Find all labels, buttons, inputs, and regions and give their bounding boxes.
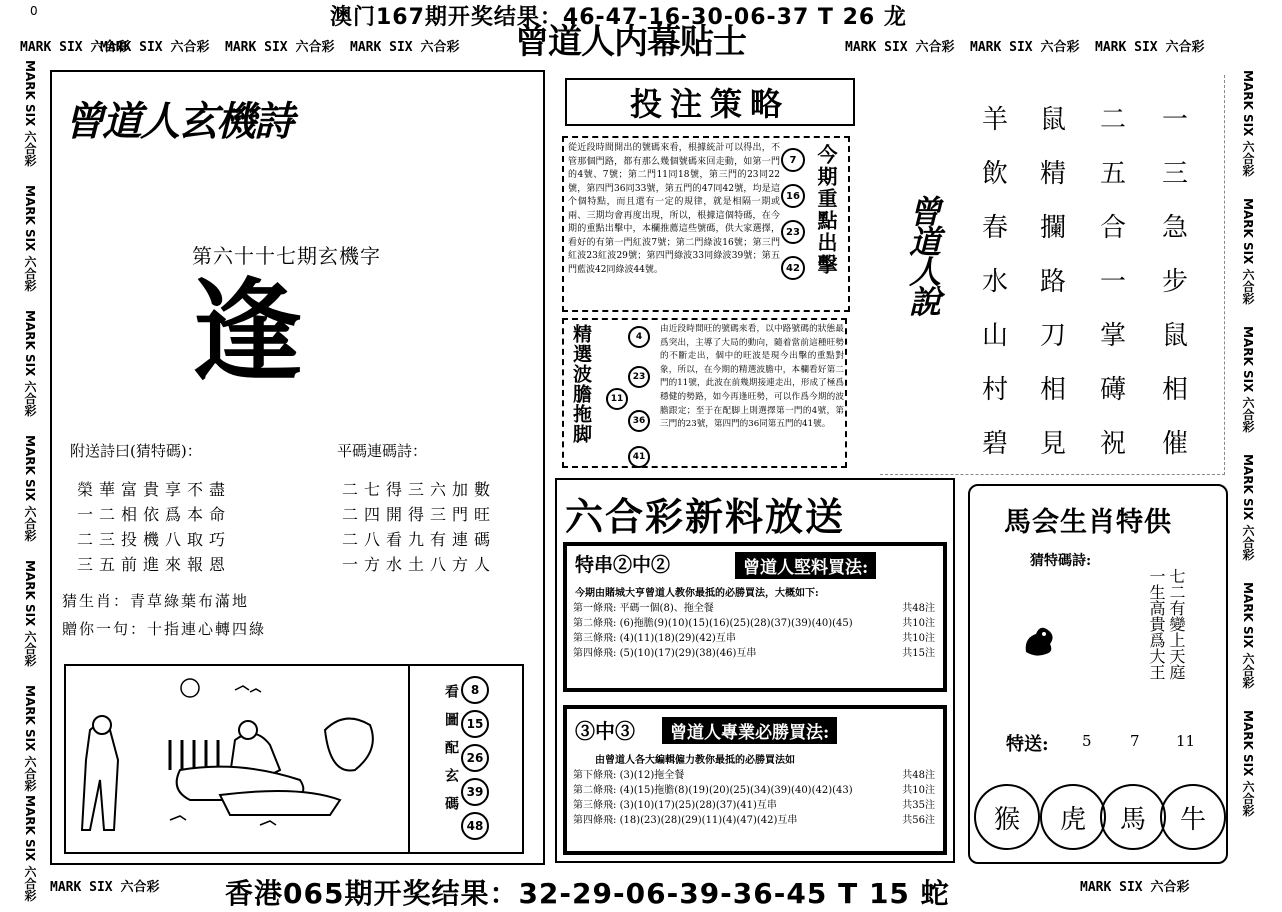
bet-row-value: (18)(23)(28)(29)(11)(4)(47)(42)互串	[619, 815, 798, 826]
verse-char: 掌	[1099, 321, 1126, 351]
verse-char: 三	[1161, 159, 1188, 189]
strategy-title-box	[565, 78, 855, 126]
section-one	[563, 542, 947, 692]
banner-logo: MARK SIX 六合彩	[225, 40, 335, 55]
vertical-banner: MARK SIX 六合彩	[1241, 198, 1255, 305]
panel-title: 曾道人玄機詩	[64, 98, 292, 145]
vertical-banner: MARK SIX 六合彩	[23, 795, 37, 902]
bet-row-count: 共48注	[902, 603, 935, 614]
vertical-banner: MARK SIX 六合彩	[23, 685, 37, 792]
poem-column: 七二有變上天庭	[1167, 568, 1186, 680]
vertical-banner: MARK SIX 六合彩	[1241, 710, 1255, 817]
illustration-box	[64, 664, 524, 854]
pingma-line: 二七得三六加數	[342, 480, 497, 499]
verse-char: 合	[1099, 213, 1126, 243]
main-title: 曾道人内幕贴士	[515, 22, 746, 62]
poem-heading: 附送詩曰(猜特碼)：	[70, 442, 202, 460]
section-one-heading: 曾道人堅料買法:	[735, 552, 876, 579]
verse-char: 礡	[1099, 375, 1126, 405]
bet-row-value: 平碼一個(8)、拖全餐	[619, 603, 714, 614]
bet-row-count: 共10注	[902, 785, 935, 796]
banner-logo: MARK SIX 六合彩	[20, 40, 130, 55]
section-two	[563, 705, 947, 855]
verse-char: 水	[981, 267, 1008, 297]
poem-line: 一二相依爲本命	[77, 505, 232, 524]
pingma-line: 二八看九有連碼	[342, 530, 497, 549]
verse-char: 攔	[1039, 213, 1066, 243]
verse-char: 碧	[981, 429, 1008, 459]
side-label: 看圖配玄碼	[443, 684, 459, 824]
bet-row	[573, 783, 935, 798]
bet-row	[573, 631, 935, 646]
section-one-badge: 特串②中②	[575, 554, 671, 576]
bet-row-count: 共10注	[902, 633, 935, 644]
bet-row-value: (5)(10)(17)(29)(38)(46)互串	[619, 648, 757, 659]
pingma-heading: 平碼連碼詩：	[337, 442, 428, 460]
bet-row	[573, 616, 935, 631]
verse-char: 山	[981, 321, 1008, 351]
pingma-lines	[342, 477, 496, 577]
monkey-icon	[1020, 622, 1058, 660]
horse-zodiac-panel	[968, 484, 1228, 864]
vertical-banner: MARK SIX 六合彩	[1241, 454, 1255, 561]
bet-row-label: 第二條飛:	[573, 785, 617, 796]
bet-row-count: 共35注	[902, 800, 935, 811]
side-numbers	[461, 676, 489, 840]
illustration-divider	[408, 666, 410, 852]
banner-logo: MARK SIX 六合彩	[50, 880, 160, 895]
vertical-banner: MARK SIX 六合彩	[1241, 582, 1255, 689]
bet-row-value: (6)拖膽(9)(10)(15)(16)(25)(28)(37)(39)(40)(45)	[619, 618, 853, 629]
poem-line: 三五前進來報恩	[77, 555, 232, 574]
vertical-banner: MARK SIX 六合彩	[1241, 326, 1255, 433]
bet-row-value: (3)(10)(17)(25)(28)(37)(41)互串	[619, 800, 777, 811]
number-circle: 23	[628, 366, 650, 388]
vertical-banner: MARK SIX 六合彩	[23, 560, 37, 667]
verse-char: 一	[1161, 105, 1188, 135]
bet-row-label: 第下條飛:	[573, 770, 617, 781]
verse-column	[980, 93, 1010, 471]
verse-char: 鼠	[1161, 321, 1188, 351]
bet-row-value: (4)(11)(18)(29)(42)互串	[619, 633, 736, 644]
bet-row-label: 第二條飛:	[573, 618, 617, 629]
zodiac-circle: 虎	[1040, 784, 1106, 850]
vertical-banner: MARK SIX 六合彩	[23, 60, 37, 167]
number-circle: 8	[461, 676, 489, 704]
number-circle: 36	[628, 410, 650, 432]
special-number: 7	[1130, 732, 1140, 750]
gift-sentence: 贈你一句：十指連心轉四綠	[62, 620, 267, 638]
section-two-rows	[573, 768, 935, 828]
vertical-banner: MARK SIX 六合彩	[23, 185, 37, 292]
verse-char: 鼠	[1039, 105, 1066, 135]
number-circle: 23	[781, 220, 805, 244]
section-two-heading: 曾道人專業必勝買法:	[662, 717, 837, 744]
focus-label: 今期重點出擊	[814, 144, 838, 276]
zeng-says-panel	[880, 75, 1225, 475]
banner-logo: MARK SIX 六合彩	[1095, 40, 1205, 55]
bet-row	[573, 798, 935, 813]
issue-label: 第六十十七期玄機字	[192, 244, 381, 268]
bet-row	[573, 601, 935, 616]
bet-row-count: 共56注	[902, 815, 935, 826]
big-mystery-char: 逢	[192, 267, 302, 396]
zodiac-circle: 猴	[974, 784, 1040, 850]
wave-numbers	[606, 326, 646, 468]
special-number: 11	[1176, 732, 1196, 750]
macau-result-banner: 澳门167期开奖结果：46-47-16-30-06-37 T 26 龙	[330, 5, 907, 30]
number-circle: 39	[461, 778, 489, 806]
bet-row	[573, 813, 935, 828]
verse-char: 羊	[981, 105, 1008, 135]
verse-char: 催	[1161, 429, 1188, 459]
number-circle: 16	[781, 184, 805, 208]
poem-column: 一生高貴爲大王	[1147, 568, 1166, 680]
verse-char: 一	[1099, 267, 1126, 297]
special-label: 特送:	[1006, 734, 1049, 755]
zodiac-circle: 馬	[1100, 784, 1166, 850]
verse-column	[1160, 93, 1190, 471]
number-circle: 26	[461, 744, 489, 772]
verse-char: 春	[981, 213, 1008, 243]
strategy-box	[562, 136, 850, 312]
verse-char: 刀	[1039, 321, 1066, 351]
number-circle: 4	[628, 326, 650, 348]
bet-row-count: 共10注	[902, 618, 935, 629]
number-circle: 42	[781, 256, 805, 280]
poem-line: 二三投機八取巧	[77, 530, 232, 549]
bet-row-count: 共48注	[902, 770, 935, 781]
verse-char: 村	[981, 375, 1008, 405]
left-vertical-banners	[22, 60, 40, 902]
number-circle: 7	[781, 148, 805, 172]
page-number: 0	[30, 4, 38, 18]
poem-line: 榮華富貴享不盡	[77, 480, 232, 499]
zodiac-circle: 牛	[1160, 784, 1226, 850]
bet-row-label: 第四條飛:	[573, 648, 617, 659]
banner-logo: MARK SIX 六合彩	[845, 40, 955, 55]
hongkong-result-banner: 香港065期开奖结果：32-29-06-39-36-45 T 15 蛇	[225, 877, 950, 910]
number-circle: 15	[461, 710, 489, 738]
number-circle: 41	[628, 446, 650, 468]
left-panel	[50, 70, 545, 865]
verse-char: 相	[1039, 375, 1066, 405]
verse-char: 路	[1039, 267, 1066, 297]
section-one-intro: 今期由賭城大亨曾道人教你最抵的必勝買法，大概如下:	[575, 588, 819, 599]
banner-logo: MARK SIX 六合彩	[970, 40, 1080, 55]
wave-label: 精選波膽拖脚	[570, 324, 592, 444]
verse-column	[1098, 93, 1128, 471]
number-circle: 48	[461, 812, 489, 840]
banner-logo: MARK SIX 六合彩	[1080, 880, 1190, 895]
bet-row-label: 第四條飛:	[573, 815, 617, 826]
section-two-badge: ③中③	[575, 719, 635, 743]
banner-logo: MARK SIX 六合彩	[100, 40, 210, 55]
section-two-intro: 由曾道人各大編輯僱力教你最抵的必勝買法如	[595, 755, 795, 766]
poem-lines	[77, 477, 231, 577]
strategy-body: 從近段時間開出的號碼來看，根據統計可以得出，不管那個門路，都有那么幾個號碼來回走動，如第一門的4號、7號；第二門11同18號，第三門的23同22號，第四門36同33號，第五門的47同42號，均是這个個特點，而且還有一定的規律，就是相隔一期或兩、三期均會再度出現，所以，根據這個特碼，在今期的重點出擊中，本欄推薦這些號碼，供大家選擇，看好的有第一門紅波7號；第二門綠波16號；第三門紅波23紅波29號；第四門綠波33同綠波39號；第五門藍波42同綠波44號。	[568, 143, 780, 275]
bet-row-label: 第一條飛:	[573, 603, 617, 614]
banner-logo: MARK SIX 六合彩	[350, 40, 460, 55]
wave-box	[562, 318, 847, 468]
bet-row-count: 共15注	[902, 648, 935, 659]
number-circle: 11	[606, 388, 628, 410]
pingma-line: 一方水土八方人	[342, 555, 497, 574]
section-one-rows	[573, 601, 935, 661]
verse-char: 見	[1039, 429, 1066, 459]
verse-char: 飲	[981, 159, 1008, 189]
zeng-says-label: 曾道人說	[904, 195, 942, 315]
verse-char: 精	[1039, 159, 1066, 189]
verse-column	[1038, 93, 1068, 471]
bet-row-label: 第三條飛:	[573, 633, 617, 644]
vertical-banner: MARK SIX 六合彩	[23, 435, 37, 542]
new-material-panel	[555, 478, 955, 863]
poem-heading: 猜特碼詩:	[1030, 553, 1092, 569]
vertical-banner: MARK SIX 六合彩	[23, 310, 37, 417]
verse-char: 五	[1099, 159, 1126, 189]
bet-row-value: (4)(15)拖膽(8)(19)(20)(25)(34)(39)(40)(42)(43)	[619, 785, 853, 796]
verse-char: 相	[1161, 375, 1188, 405]
strategy-numbers	[781, 148, 805, 280]
wave-body: 由近段時間旺的號碼來看，以中路號碼的狀態最爲突出，主導了大局的動向，隨着當前這種旺勢的不斷走出，個中的旺波是現今出擊的重點對象，所以，在今期的精選波膽中，本欄看好第二門的11號，此波在前幾期接連走出，形成了極爲穩健的勢路，如今再逢旺勢，可以作爲今期的波膽跟定；至于在配脚上則選擇第一門的4號，第三門的23號，第四門的36同第五門的41號。	[660, 324, 844, 430]
verse-char: 步	[1161, 267, 1188, 297]
verse-char: 二	[1099, 105, 1126, 135]
verse-char: 祝	[1099, 429, 1126, 459]
bet-row-value: (3)(12)拖全餐	[619, 770, 685, 781]
bet-row-label: 第三條飛:	[573, 800, 617, 811]
illustration-image	[70, 670, 405, 848]
pingma-line: 二四開得三門旺	[342, 505, 497, 524]
guess-zodiac: 猜生肖：青草綠葉布滿地	[62, 592, 250, 610]
verse-char: 急	[1161, 213, 1188, 243]
vertical-banner: MARK SIX 六合彩	[1241, 70, 1255, 177]
special-number: 5	[1082, 732, 1092, 750]
bet-row	[573, 646, 935, 661]
strategy-title: 投注策略	[629, 85, 790, 123]
right-vertical-banners	[1240, 70, 1258, 870]
horse-zodiac-title: 馬会生肖特供	[1004, 507, 1172, 538]
bet-row	[573, 768, 935, 783]
new-material-title: 六合彩新料放送	[565, 494, 846, 539]
